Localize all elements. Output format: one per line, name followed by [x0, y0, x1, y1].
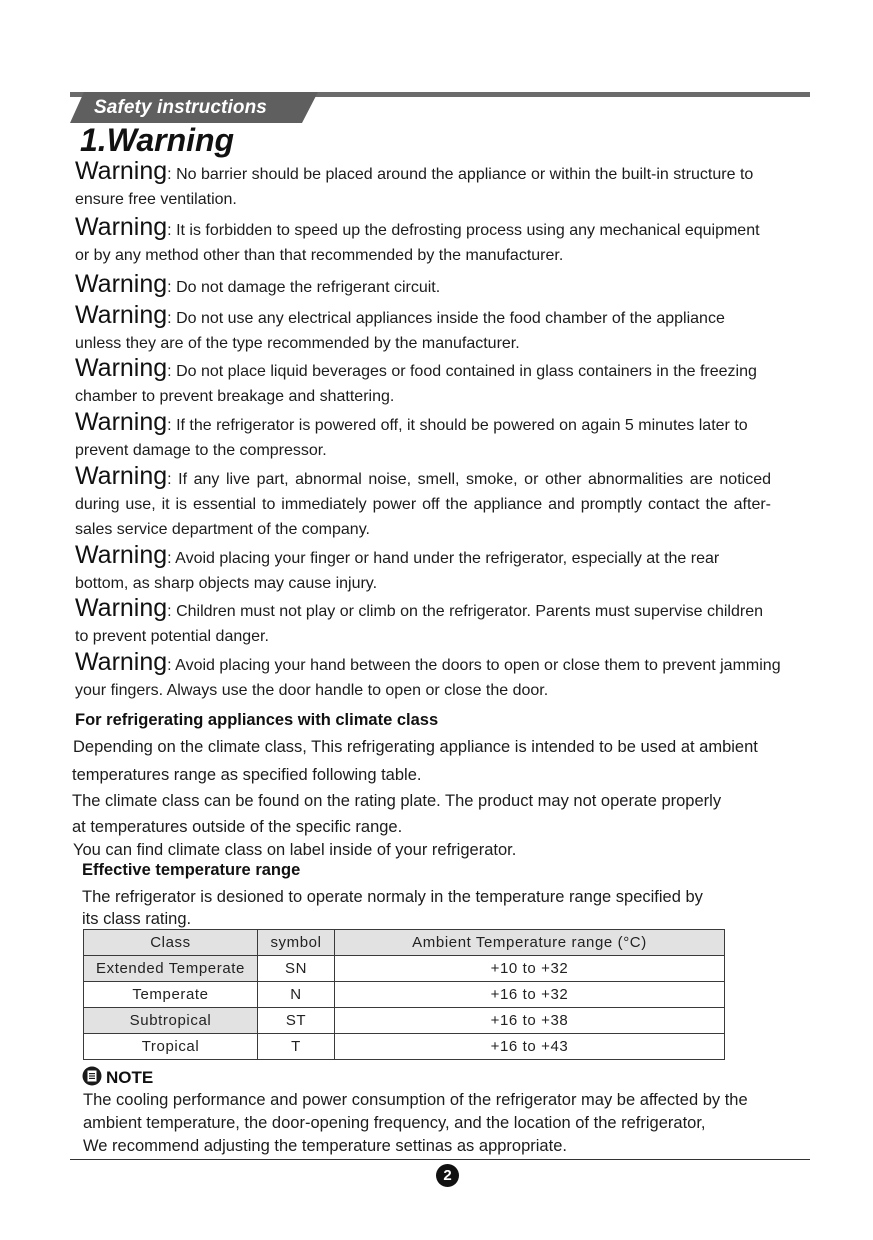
warning-label: Warning — [75, 541, 168, 569]
table-cell-range: +16 to +43 — [335, 1034, 725, 1060]
warning-item — [75, 272, 775, 300]
table-cell-symbol: ST — [258, 1008, 335, 1034]
table-header-cell: Class — [84, 930, 258, 956]
table-row — [84, 1034, 725, 1060]
note-line: We recommend adjusting the temperature settinas as appropriate. — [83, 1137, 567, 1155]
table-cell-class: Tropical — [84, 1034, 258, 1060]
table-row — [84, 956, 725, 982]
warning-text: : If any live part, abnormal noise, smell, smoke, or other abnormalities are noticed during use, it is essential to immediately power off the appliance and promptly contact the after-sales service department of the company. — [75, 471, 771, 538]
warning-label: Warning — [75, 462, 168, 490]
warning-item — [75, 303, 775, 356]
climate-heading: For refrigerating appliances with climate class — [75, 711, 439, 729]
warning-text: : Avoid placing your finger or hand under the refrigerator, especially at the rear bottom, as sharp objects may cause injury. — [75, 550, 720, 592]
warning-text: : Do not place liquid beverages or food contained in glass containers in the freezing chamber to prevent breakage and shattering. — [75, 363, 757, 405]
warning-text: : Avoid placing your hand between the doors to open or close them to prevent jamming your fingers. Always use the door handle to open or close the door. — [75, 657, 781, 699]
note-line: The cooling performance and power consumption of the refrigerator may be affected by the — [83, 1091, 748, 1109]
table-cell-range: +10 to +32 — [335, 956, 725, 982]
effective-range-heading: Effective temperature range — [82, 861, 301, 879]
note-line: ambient temperature, the door-opening frequency, and the location of the refrigerator, — [83, 1114, 706, 1132]
note-icon — [82, 1066, 102, 1086]
warning-item — [75, 159, 775, 212]
warning-text: : Do not damage the refrigerant circuit. — [167, 279, 441, 296]
warning-label: Warning — [75, 408, 168, 436]
table-row — [84, 1008, 725, 1034]
warning-label: Warning — [75, 157, 168, 185]
warning-item — [75, 215, 775, 268]
effective-range-line: its class rating. — [82, 910, 192, 928]
warning-item — [75, 356, 775, 409]
table-cell-class: Extended Temperate — [84, 956, 258, 982]
climate-class-table — [83, 929, 725, 1060]
effective-range-line: The refrigerator is desioned to operate normaly in the temperature range specified by — [82, 888, 703, 906]
table-header-cell: Ambient Temperature range (°C) — [335, 930, 725, 956]
warning-label: Warning — [75, 594, 168, 622]
warning-item — [75, 464, 771, 542]
table-cell-symbol: T — [258, 1034, 335, 1060]
table-row — [84, 982, 725, 1008]
note-label: NOTE — [106, 1068, 154, 1087]
warning-text: : If the refrigerator is powered off, it should be powered on again 5 minutes later to prevent damage to the compressor. — [75, 417, 748, 459]
warning-item — [75, 650, 785, 703]
table-cell-class: Temperate — [84, 982, 258, 1008]
table-cell-range: +16 to +38 — [335, 1008, 725, 1034]
climate-paragraph-line: at temperatures outside of the specific range. — [72, 818, 403, 836]
warning-text: : Do not use any electrical appliances inside the food chamber of the appliance unless they are of the type recommended by the manufacturer. — [75, 310, 725, 352]
warning-label: Warning — [75, 354, 168, 382]
warning-item — [75, 596, 775, 649]
warning-text: : It is forbidden to speed up the defrosting process using any mechanical equipment or by any method other than that recommended by the manufacturer. — [75, 222, 760, 264]
warning-text: : No barrier should be placed around the appliance or within the built-in structure to ensure free ventilation. — [75, 166, 754, 208]
climate-paragraph-line: temperatures range as specified following table. — [72, 766, 422, 784]
section-title: 1.Warning — [80, 122, 235, 158]
table-header-cell: symbol — [258, 930, 335, 956]
table-cell-class: Subtropical — [84, 1008, 258, 1034]
warning-item — [75, 543, 775, 596]
table-header-row — [84, 930, 725, 956]
page-number: 2 — [436, 1164, 459, 1187]
warning-item — [75, 410, 775, 463]
climate-paragraph-line: The climate class can be found on the rating plate. The product may not operate properly — [72, 792, 722, 810]
warning-text: : Children must not play or climb on the refrigerator. Parents must supervise children to prevent potential danger. — [75, 603, 763, 645]
table-cell-range: +16 to +32 — [335, 982, 725, 1008]
warning-label: Warning — [75, 213, 168, 241]
warning-label: Warning — [75, 301, 168, 329]
warning-label: Warning — [75, 648, 168, 676]
header-label: Safety instructions — [94, 97, 267, 118]
footer-rule — [70, 1159, 810, 1160]
table-cell-symbol: SN — [258, 956, 335, 982]
climate-paragraph-line: You can find climate class on label inside of your refrigerator. — [73, 841, 517, 859]
warning-label: Warning — [75, 270, 168, 298]
climate-paragraph-line: Depending on the climate class, This refrigerating appliance is intended to be used at ambient — [73, 738, 758, 756]
table-cell-symbol: N — [258, 982, 335, 1008]
